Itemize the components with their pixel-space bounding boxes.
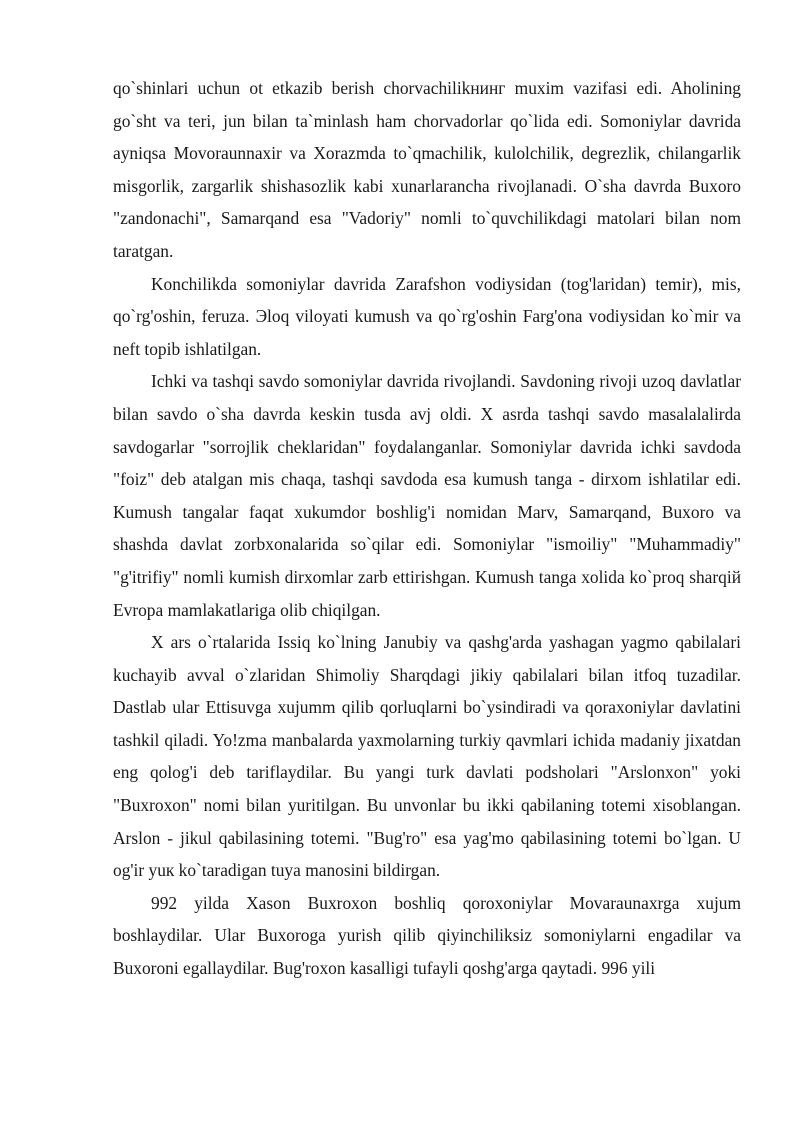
- paragraph-karakhanids: X ars o`rtalarida Issiq ko`lning Janubiy va qashg'arda yashagan yagmo qabilalari kuchayib avval o`zlaridan Shimoliy Sharqdagi jikiy qabilalari bilan itfoq tuzadilar. Dastlab ular Ettisuvga xujumm qilib qorluqlarni bo`ysindiradi va qoraxoniylar davlatini tashkil qiladi. Yo!zma manbalarda yaxmolarning turkiy qavmlari ichida madaniy jixatdan eng qolog'i deb tariflaydilar. Bu yangi turk davlati podsholari "Arslonxon" yoki "Buxroxon" nomi bilan yuritilgan. Bu unvonlar bu ikki qabilaning totemi xisoblangan. Arslon - jikul qabilasining totemi. "Bug'ro" esa yag'mo qabilasining totemi bo`lgan. U og'ir yuк ko`taradigan tuya manosini bildirgan.: [113, 632, 741, 881]
- paragraph-livestock-crafts: qo`shinlari uchun ot etkazib berish chorvachilikнинг muxim vazifasi edi. Aholining go`sht va teri, jun bilan ta`minlash ham chorvadorlar qo`lida edi. Somoniylar davrida ayniqsa Movoraunnaxir va Xorazmda to`qmachilik, kulolchilik, degrezlik, chilangarlik misgorlik, zargarlik shishasozlik kabi xunarlarancha rivojlanadi. O`sha davrda Buxoro "zandonachi", Samarqand esa "Vadoriy" nomli to`quvchilikdagi matolari bilan nom taratgan.: [113, 78, 741, 261]
- document-page: [113, 72, 741, 985]
- paragraph-mining: Konchilikda somoniylar davrida Zarafshon vodiysidan (tog'laridan) temir), mis, qo`rg'oshin, feruza. Эloq viloyati kumush va qo`rg'oshin Farg'ona vodiysidan ko`mir va neft topib ishlatilgan.: [113, 273, 741, 359]
- paragraph-trade: Ichki va tashqi savdo somoniylar davrida rivojlandi. Savdoning rivoji uzoq davlatlar bilan savdo o`sha davrda keskin tusda avj oldi. X asrda tashqi savdo masalalalirda savdogarlar "sorrojlik cheklaridan" foydalanganlar. Somoniylar davrida ichki savdoda "foiz" deb atalgan mis chaqa, tashqi savdoda esa kumush tanga - dirxom ishlatilar edi. Kumush tangalar faqat xukumdor boshlig'i nomidan Marv, Samarqand, Buxoro va shashda davlat zorbxonalarida so`qilar edi. Somoniylar "ismoiliy" "Muhammadiy" "g'itrifiy" nomli kumish dirxomlar zarb ettirishgan. Kumush tanga xolida ko`proq sharqiй Evropa mamlakatlariga olib chiqilgan.: [113, 371, 741, 620]
- paragraph-992-campaign: 992 yilda Xason Buxroxon boshliq qoroxoniylar Movaraunaxrga xujum boshlaydilar. Ular Buxoroga yurish qilib qiyinchiliksiz somoniylarni engadilar va Buxoroni egallaydilar. Bug'roxon kasalligi tufayli qoshg'arga qaytadi. 996 yili: [113, 892, 741, 979]
